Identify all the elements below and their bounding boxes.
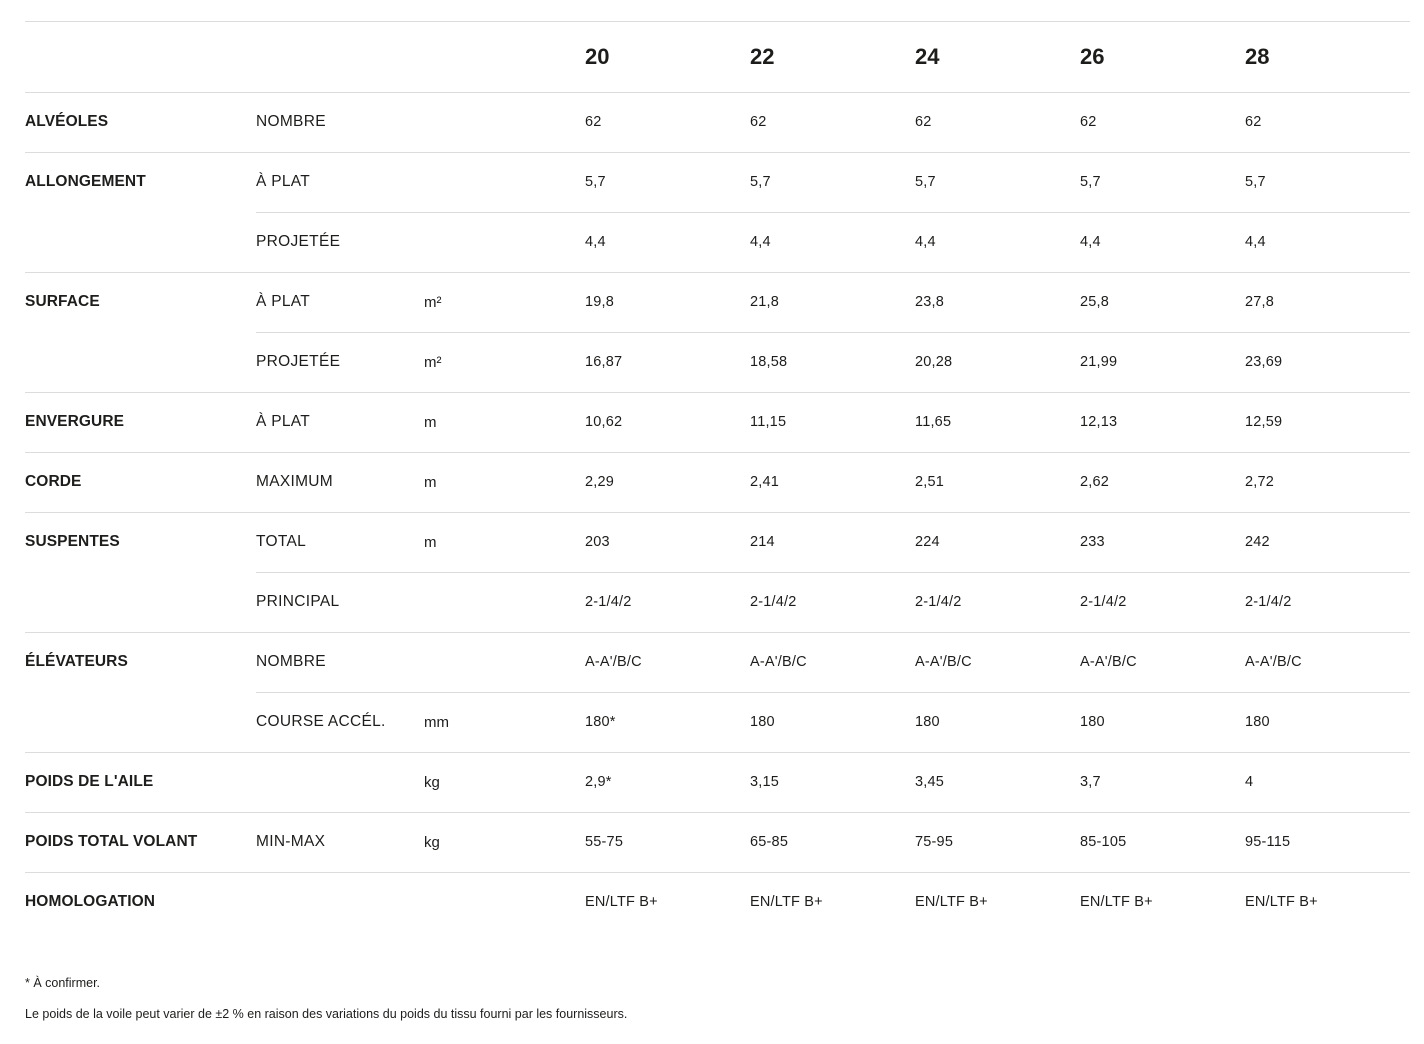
value-cell: 18,58 (750, 354, 788, 370)
value-cell: 5,7 (585, 174, 606, 190)
value-cell: 2-1/4/2 (915, 594, 962, 610)
size-header: 26 (1080, 44, 1105, 69)
value-cell: 11,15 (750, 414, 787, 430)
value-cell: 180 (1245, 714, 1270, 730)
value-cell: 3,15 (750, 774, 780, 790)
row-subcategory: À PLAT (256, 173, 311, 190)
row-divider (25, 392, 1410, 393)
value-cell: 21,99 (1080, 354, 1118, 370)
spec-table (25, 21, 1410, 932)
spec-row (25, 272, 1410, 332)
row-divider (256, 212, 1410, 213)
value-cell: 4,4 (1080, 234, 1101, 250)
value-cell: 224 (915, 534, 940, 550)
row-divider (25, 872, 1410, 873)
value-cell: 85-105 (1080, 834, 1127, 850)
spec-row (25, 572, 1410, 632)
value-cell: 65-85 (750, 834, 789, 850)
value-cell: 4 (1245, 774, 1254, 790)
value-cell: 2,51 (915, 474, 945, 490)
row-category: SURFACE (25, 293, 100, 310)
value-cell: 27,8 (1245, 294, 1275, 310)
value-cell: 62 (585, 114, 602, 130)
value-cell: 242 (1245, 534, 1270, 550)
row-unit: m (424, 533, 437, 551)
spec-rows (25, 92, 1410, 932)
row-category: ALLONGEMENT (25, 173, 146, 190)
row-subcategory: À PLAT (256, 293, 311, 310)
value-cell: 12,13 (1080, 414, 1118, 430)
value-cell: 62 (750, 114, 767, 130)
size-header: 24 (915, 44, 940, 69)
value-cell: 62 (1245, 114, 1262, 130)
spec-row (25, 872, 1410, 932)
value-cell: 55-75 (585, 834, 624, 850)
row-category: ENVERGURE (25, 413, 125, 430)
spec-row (25, 752, 1410, 812)
row-unit: kg (424, 773, 440, 791)
spec-row (25, 92, 1410, 152)
value-cell: 233 (1080, 534, 1105, 550)
row-subcategory: À PLAT (256, 413, 311, 430)
value-cell: A-A'/B/C (750, 654, 807, 670)
value-cell: 5,7 (915, 174, 936, 190)
row-divider (25, 512, 1410, 513)
row-subcategory: NOMBRE (256, 653, 326, 670)
value-cell: 2-1/4/2 (585, 594, 632, 610)
value-cell: 21,8 (750, 294, 780, 310)
value-cell: 2,41 (750, 474, 780, 490)
value-cell: 2-1/4/2 (750, 594, 797, 610)
row-unit: m (424, 413, 437, 431)
value-cell: 214 (750, 534, 775, 550)
value-cell: 11,65 (915, 414, 952, 430)
row-category: SUSPENTES (25, 533, 120, 550)
value-cell: 62 (1080, 114, 1097, 130)
row-divider (25, 152, 1410, 153)
value-cell: 180* (585, 714, 616, 730)
value-cell: 2,29 (585, 474, 615, 490)
spec-row (25, 452, 1410, 512)
value-cell: 203 (585, 534, 610, 550)
size-header: 20 (585, 44, 610, 69)
spec-row (25, 512, 1410, 572)
value-cell: 180 (1080, 714, 1105, 730)
value-cell: EN/LTF B+ (915, 894, 988, 910)
value-cell: 2,9* (585, 774, 612, 790)
row-subcategory: PROJETÉE (256, 353, 341, 370)
footnote-weight: Le poids de la voile peut varier de ±2 % en raison des variations du poids du tissu fourni par les fournisseurs. (25, 1007, 628, 1021)
value-cell: 4,4 (585, 234, 606, 250)
value-cell: 5,7 (750, 174, 771, 190)
value-cell: 10,62 (585, 414, 623, 430)
value-cell: EN/LTF B+ (1245, 894, 1318, 910)
spec-row (25, 692, 1410, 752)
value-cell: 16,87 (585, 354, 623, 370)
value-cell: 62 (915, 114, 932, 130)
spec-row (25, 332, 1410, 392)
value-cell: EN/LTF B+ (750, 894, 823, 910)
row-unit: mm (424, 713, 449, 731)
footnote-asterisk: * À confirmer. (25, 976, 101, 990)
row-category: ÉLÉVATEURS (25, 653, 128, 670)
value-cell: 5,7 (1245, 174, 1266, 190)
row-subcategory: PRINCIPAL (256, 593, 340, 610)
value-cell: 5,7 (1080, 174, 1101, 190)
value-cell: 4,4 (915, 234, 936, 250)
row-category: ALVÉOLES (25, 113, 109, 130)
row-unit: m (424, 473, 437, 491)
row-divider (25, 752, 1410, 753)
row-divider (25, 812, 1410, 813)
value-cell: EN/LTF B+ (1080, 894, 1153, 910)
value-cell: 3,7 (1080, 774, 1101, 790)
spec-row (25, 212, 1410, 272)
value-cell: 23,8 (915, 294, 945, 310)
row-unit: m² (424, 293, 442, 311)
row-unit: m² (424, 353, 442, 371)
row-subcategory: COURSE ACCÉL. (256, 713, 386, 730)
value-cell: 2,62 (1080, 474, 1110, 490)
row-subcategory: MIN-MAX (256, 833, 326, 850)
value-cell: 180 (750, 714, 775, 730)
size-header: 22 (750, 44, 775, 69)
row-category: POIDS DE L'AILE (25, 773, 154, 790)
row-divider (256, 572, 1410, 573)
row-subcategory: MAXIMUM (256, 473, 334, 490)
value-cell: A-A'/B/C (585, 654, 642, 670)
spec-row (25, 392, 1410, 452)
value-cell: A-A'/B/C (1080, 654, 1137, 670)
row-category: POIDS TOTAL VOLANT (25, 833, 198, 850)
value-cell: 20,28 (915, 354, 953, 370)
value-cell: 180 (915, 714, 940, 730)
row-divider (25, 272, 1410, 273)
row-divider (25, 632, 1410, 633)
value-cell: 2-1/4/2 (1245, 594, 1292, 610)
row-subcategory: PROJETÉE (256, 233, 341, 250)
header-row (25, 21, 1410, 92)
row-divider (25, 92, 1410, 93)
value-cell: 2-1/4/2 (1080, 594, 1127, 610)
row-category: HOMOLOGATION (25, 893, 156, 910)
value-cell: 25,8 (1080, 294, 1110, 310)
spec-row (25, 632, 1410, 692)
value-cell: 3,45 (915, 774, 945, 790)
value-cell: EN/LTF B+ (585, 894, 658, 910)
value-cell: 12,59 (1245, 414, 1283, 430)
value-cell: A-A'/B/C (1245, 654, 1302, 670)
value-cell: 4,4 (1245, 234, 1266, 250)
value-cell: 95-115 (1245, 834, 1291, 850)
value-cell: 75-95 (915, 834, 954, 850)
row-category: CORDE (25, 473, 82, 490)
spec-row (25, 152, 1410, 212)
value-cell: 2,72 (1245, 474, 1275, 490)
spec-row (25, 812, 1410, 872)
value-cell: 19,8 (585, 294, 615, 310)
value-cell: A-A'/B/C (915, 654, 972, 670)
row-subcategory: NOMBRE (256, 113, 326, 130)
value-cell: 23,69 (1245, 354, 1283, 370)
value-cell: 4,4 (750, 234, 771, 250)
size-header: 28 (1245, 44, 1270, 69)
row-divider (25, 452, 1410, 453)
row-subcategory: TOTAL (256, 533, 307, 550)
row-unit: kg (424, 833, 440, 851)
